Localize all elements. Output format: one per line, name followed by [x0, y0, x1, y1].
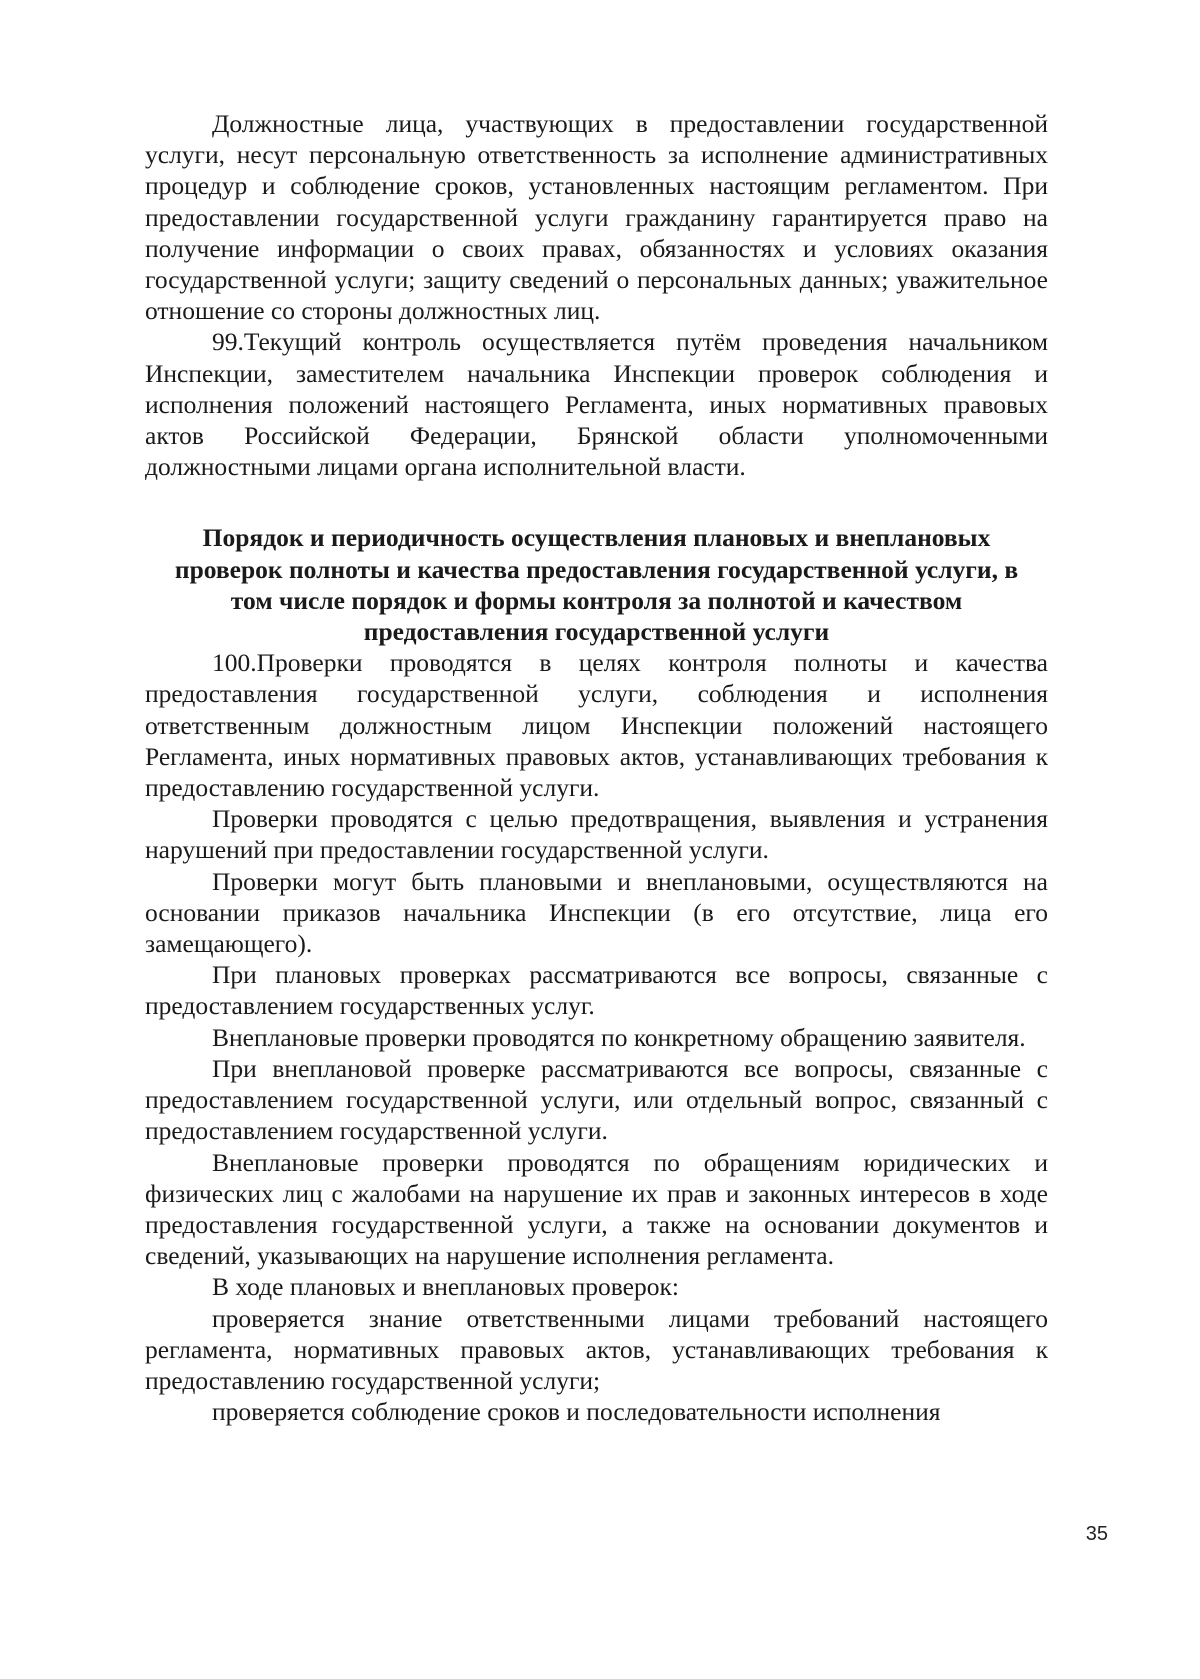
paragraph-inspections-types: Проверки могут быть плановыми и внеплановыми, осуществляются на основании приказов начальника Инспекции (в его отсутствие, лица его замещающего).	[145, 866, 1048, 959]
paragraph-unplanned-grounds: Внеплановые проверки проводятся по обращениям юридических и физических лиц с жалобами на нарушение их прав и законных интересов в ходе предоставления государственной услуги, а также на основании документов и сведений, указывающих на нарушение исполнения регламента.	[145, 1147, 1048, 1271]
paragraph-unplanned-on-request: Внеплановые проверки проводятся по конкретному обращению заявителя.	[212, 1022, 1026, 1052]
paragraph-planned-inspections: При плановых проверках рассматриваются все вопросы, связанные с предоставлением государственных услуг.	[145, 960, 1048, 1021]
paragraph-knowledge-check: проверяется знание ответственными лицами требований настоящего регламента, нормативных правовых актов, устанавливающих требования к предоставлению государственной услуги;	[145, 1303, 1048, 1395]
paragraph-unplanned-scope: При внеплановой проверке рассматриваются все вопросы, связанные с предоставлением государственной услуги, или отдельный вопрос, связанный с предоставлением государственной услуги.	[145, 1053, 1048, 1146]
document-body	[145, 108, 1048, 1427]
section-heading: Порядок и периодичность осуществления плановых и внеплановых проверок полноты и качества предоставления государственной услуги, в том числе порядок и формы контроля за полнотой и качеством предоставления государственной услуги	[174, 523, 1019, 647]
paragraph-inspections-purpose: Проверки проводятся с целью предотвращения, выявления и устранения нарушений при предоставлении государственной услуги.	[145, 804, 1048, 865]
paragraph-99-current-control: 99.Текущий контроль осуществляется путём проведения начальником Инспекции, заместителем начальника Инспекции проверок соблюдения и исполнения положений настоящего Регламента, иных нормативных правовых актов Российской Федерации, Брянской области уполномоченными должностными лицами органа исполнительной власти.	[145, 327, 1048, 482]
paragraph-officials-responsibility: Должностные лица, участвующих в предоставлении государственной услуги, несут персональную ответственность за исполнение административных процедур и соблюдение сроков, установленных настоящим регламентом. При предоставлении государственной услуги гражданину гарантируется право на получение информации о своих правах, обязанностях и условиях оказания государственной услуги; защиту сведений о персональных данных; уважительное отношение со стороны должностных лиц.	[145, 109, 1048, 326]
paragraph-during-inspections: В ходе плановых и внеплановых проверок:	[212, 1272, 679, 1302]
paragraph-deadlines-check: проверяется соблюдение сроков и последовательности исполнения	[212, 1397, 941, 1427]
paragraph-100-inspections: 100.Проверки проводятся в целях контроля полноты и качества предоставления государственной услуги, соблюдения и исполнения ответственным должностным лицом Инспекции положений настоящего Регламента, иных нормативных правовых актов, устанавливающих требования к предоставлению государственной услуги.	[145, 648, 1048, 803]
page-number: 35	[1085, 1523, 1108, 1545]
